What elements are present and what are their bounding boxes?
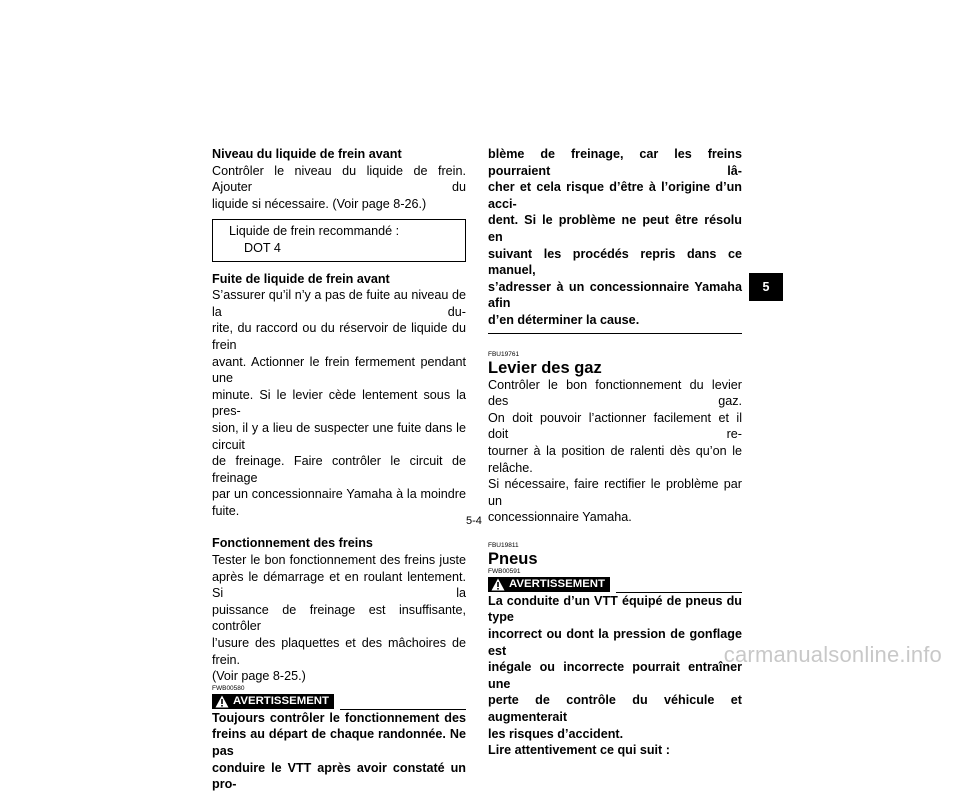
leak-line: minute. Si le levier cède lentement sous la pres- xyxy=(212,387,466,419)
front-fluid-heading: Niveau du liquide de frein avant xyxy=(212,147,402,161)
warning-line: cher et cela risque d’être à l’origine d’un acci- xyxy=(488,180,742,211)
leak-line: de freinage. Faire contrôler le circuit de freinage xyxy=(212,454,466,485)
warning-badge xyxy=(212,694,334,709)
throttle-line: tourner à la position de ralenti dès qu’on le relâche. xyxy=(488,443,742,475)
warning-text xyxy=(212,710,466,793)
throttle-line: Contrôler le bon fonctionnement du levier des gaz. xyxy=(488,377,742,409)
warning-banner xyxy=(212,694,466,710)
tires-warning-code: FWB00591 xyxy=(488,567,521,575)
tires-code: FBU19811 xyxy=(488,541,519,549)
front-fluid-line: liquide si nécessaire. (Voir page 8-26.) xyxy=(212,196,427,211)
leak-line: S’assurer qu’il n’y a pas de fuite au niveau de la du- xyxy=(212,288,466,319)
throttle-code: FBU19761 xyxy=(488,350,520,358)
throttle-paragraph xyxy=(488,377,742,526)
spec-label: Liquide de frein recommandé : xyxy=(229,224,400,239)
operation-line: puissance de freinage est insuffisante, contrôler xyxy=(212,602,466,634)
warning-label: AVERTISSEMENT xyxy=(233,695,329,708)
warning-line: blème de freinage, car les freins pourraient lâ- xyxy=(488,147,742,178)
throttle-line: On doit pouvoir l’actionner facilement et il doit re- xyxy=(488,410,742,442)
warning-triangle-icon xyxy=(491,578,505,591)
warning-line: incorrect ou dont la pression de gonflage est xyxy=(488,627,742,658)
leak-line: sion, il y a lieu de suspecter une fuite dans le circuit xyxy=(212,420,466,452)
warning-triangle-icon xyxy=(215,695,229,708)
warning-line: suivant les procédés repris dans ce manuel, xyxy=(488,246,742,278)
leak-paragraph xyxy=(212,287,466,519)
operation-line: (Voir page 8-25.) xyxy=(212,669,306,684)
warning-line: les risques d’accident. xyxy=(488,726,624,741)
throttle-line: concessionnaire Yamaha. xyxy=(488,510,632,525)
warning-badge xyxy=(488,577,610,592)
left-column xyxy=(212,146,466,793)
throttle-title: Levier des gaz xyxy=(488,358,602,377)
warning-line: d’en déterminer la cause. xyxy=(488,312,640,327)
warning-line: inégale ou incorrecte pourrait entraîner une xyxy=(488,660,742,691)
operation-line: après le démarrage et en roulant lentement. Si la xyxy=(212,569,466,601)
warning-code: FWB00580 xyxy=(212,684,245,692)
operation-paragraph xyxy=(212,552,466,685)
throttle-line: Si nécessaire, faire rectifier le problème par un xyxy=(488,477,742,508)
page-number: 5-4 xyxy=(466,515,482,527)
warning-line: conduire le VTT après avoir constaté un pro- xyxy=(212,760,466,792)
right-column xyxy=(488,146,742,759)
warning-line: s’adresser à un concessionnaire Yamaha afin xyxy=(488,279,742,311)
tires-title: Pneus xyxy=(488,549,538,568)
leak-line: avant. Actionner le frein fermement pendant une xyxy=(212,354,466,386)
operation-line: l’usure des plaquettes et des mâchoires de frein. xyxy=(212,636,466,667)
warning-line: Toujours contrôler le fonctionnement des xyxy=(212,710,466,725)
warning-line: freins au départ de chaque randonnée. Ne pas xyxy=(212,727,466,758)
warning-line: La conduite d’un VTT équipé de pneus du type xyxy=(488,593,742,625)
leak-line: par un concessionnaire Yamaha à la moindre fuite. xyxy=(212,487,466,518)
warning-line: Lire attentivement ce qui suit : xyxy=(488,743,670,758)
front-fluid-line: Contrôler le niveau du liquide de frein. Ajouter du xyxy=(212,163,466,195)
chapter-tab: 5 xyxy=(749,273,783,301)
warning-line: dent. Si le problème ne peut être résolu en xyxy=(488,213,742,244)
watermark: carmanualsonline.info xyxy=(723,642,942,667)
warning-continued xyxy=(488,146,742,329)
tires-warning-banner xyxy=(488,577,742,593)
warning-rule xyxy=(616,577,742,593)
warning-rule xyxy=(340,694,466,710)
warning-line: perte de contrôle du véhicule et augmenterait xyxy=(488,693,742,725)
tires-warning-text xyxy=(488,593,742,759)
leak-heading: Fuite de liquide de frein avant xyxy=(212,271,390,286)
spec-value: DOT 4 xyxy=(244,240,281,255)
operation-line: Tester le bon fonctionnement des freins juste xyxy=(212,553,466,568)
leak-line: rite, du raccord ou du réservoir de liquide du frein xyxy=(212,321,466,352)
recommended-fluid-box xyxy=(212,219,466,261)
operation-heading: Fonctionnement des freins xyxy=(212,536,373,551)
warning-label: AVERTISSEMENT xyxy=(509,578,605,591)
